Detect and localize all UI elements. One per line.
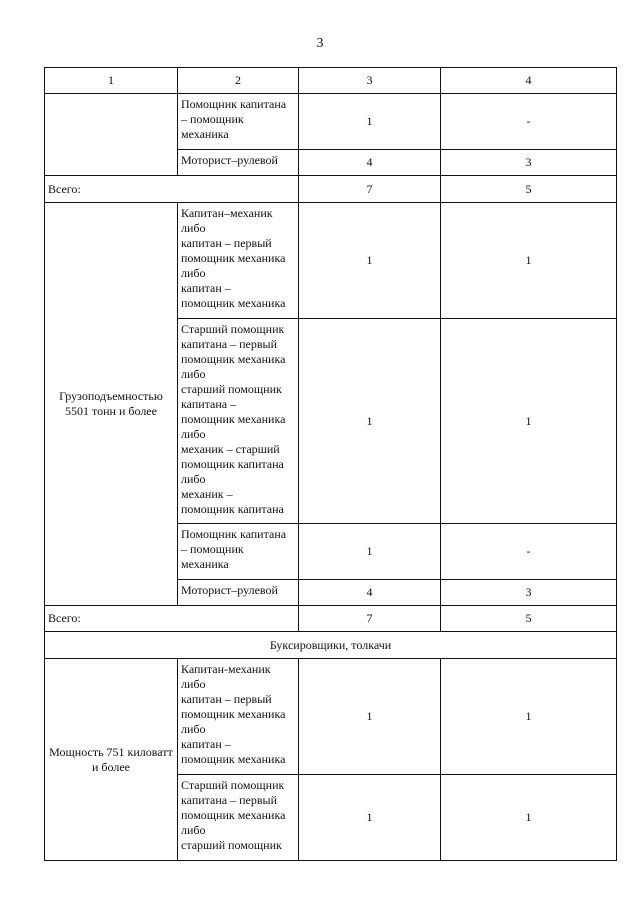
crew-table — [44, 67, 617, 861]
count-cell: 1 — [299, 203, 441, 319]
count-cell: - — [441, 524, 617, 580]
count-cell: 3 — [441, 150, 617, 176]
position-cell: Моторист–рулевой — [178, 580, 299, 606]
header-cell: 2 — [178, 68, 299, 94]
table-row — [45, 94, 617, 150]
total-value: 5 — [441, 606, 617, 632]
position-cell: Помощник капитана – помощник механика — [178, 524, 299, 580]
count-cell: - — [441, 94, 617, 150]
count-cell: 1 — [299, 775, 441, 861]
count-cell: 1 — [299, 94, 441, 150]
count-cell: 1 — [441, 659, 617, 775]
category-cell — [45, 94, 178, 176]
count-cell: 3 — [441, 580, 617, 606]
total-label: Всего: — [45, 606, 299, 632]
position-cell: Капитан-механик либо капитан – первый помощник механика либо капитан – помощник механика — [178, 659, 299, 775]
count-cell: 1 — [441, 775, 617, 861]
page-number: 3 — [316, 36, 324, 51]
section-header: Буксировщики, толкачи — [45, 632, 617, 659]
total-value: 7 — [299, 606, 441, 632]
total-value: 5 — [441, 176, 617, 203]
position-cell: Капитан–механик либо капитан – первый помощник механика либо капитан – помощник механика — [178, 203, 299, 319]
position-cell: Моторист–рулевой — [178, 150, 299, 176]
count-cell: 1 — [441, 203, 617, 319]
table-row — [45, 203, 617, 319]
count-cell: 1 — [299, 659, 441, 775]
total-value: 7 — [299, 176, 441, 203]
position-cell: Старший помощник капитана – первый помощник механика либо старший помощник капитана – помощник механика либо механик – старший помощник капитана либо механик – помощник капитана — [178, 319, 299, 524]
category-cell: Грузоподъемностью 5501 тонн и более — [45, 203, 178, 606]
count-cell: 4 — [299, 580, 441, 606]
header-cell: 1 — [45, 68, 178, 94]
total-row — [45, 176, 617, 203]
total-row — [45, 606, 617, 632]
position-cell: Старший помощник капитана – первый помощник механика либо старший помощник — [178, 775, 299, 861]
count-cell: 4 — [299, 150, 441, 176]
table-header-row — [45, 68, 617, 94]
table-row — [45, 659, 617, 775]
count-cell: 1 — [441, 319, 617, 524]
count-cell: 1 — [299, 319, 441, 524]
category-cell: Мощность 751 киловатт и более — [45, 659, 178, 861]
position-cell: Помощник капитана – помощник механика — [178, 94, 299, 150]
section-header-row — [45, 632, 617, 659]
header-cell: 3 — [299, 68, 441, 94]
count-cell: 1 — [299, 524, 441, 580]
total-label: Всего: — [45, 176, 299, 203]
header-cell: 4 — [441, 68, 617, 94]
